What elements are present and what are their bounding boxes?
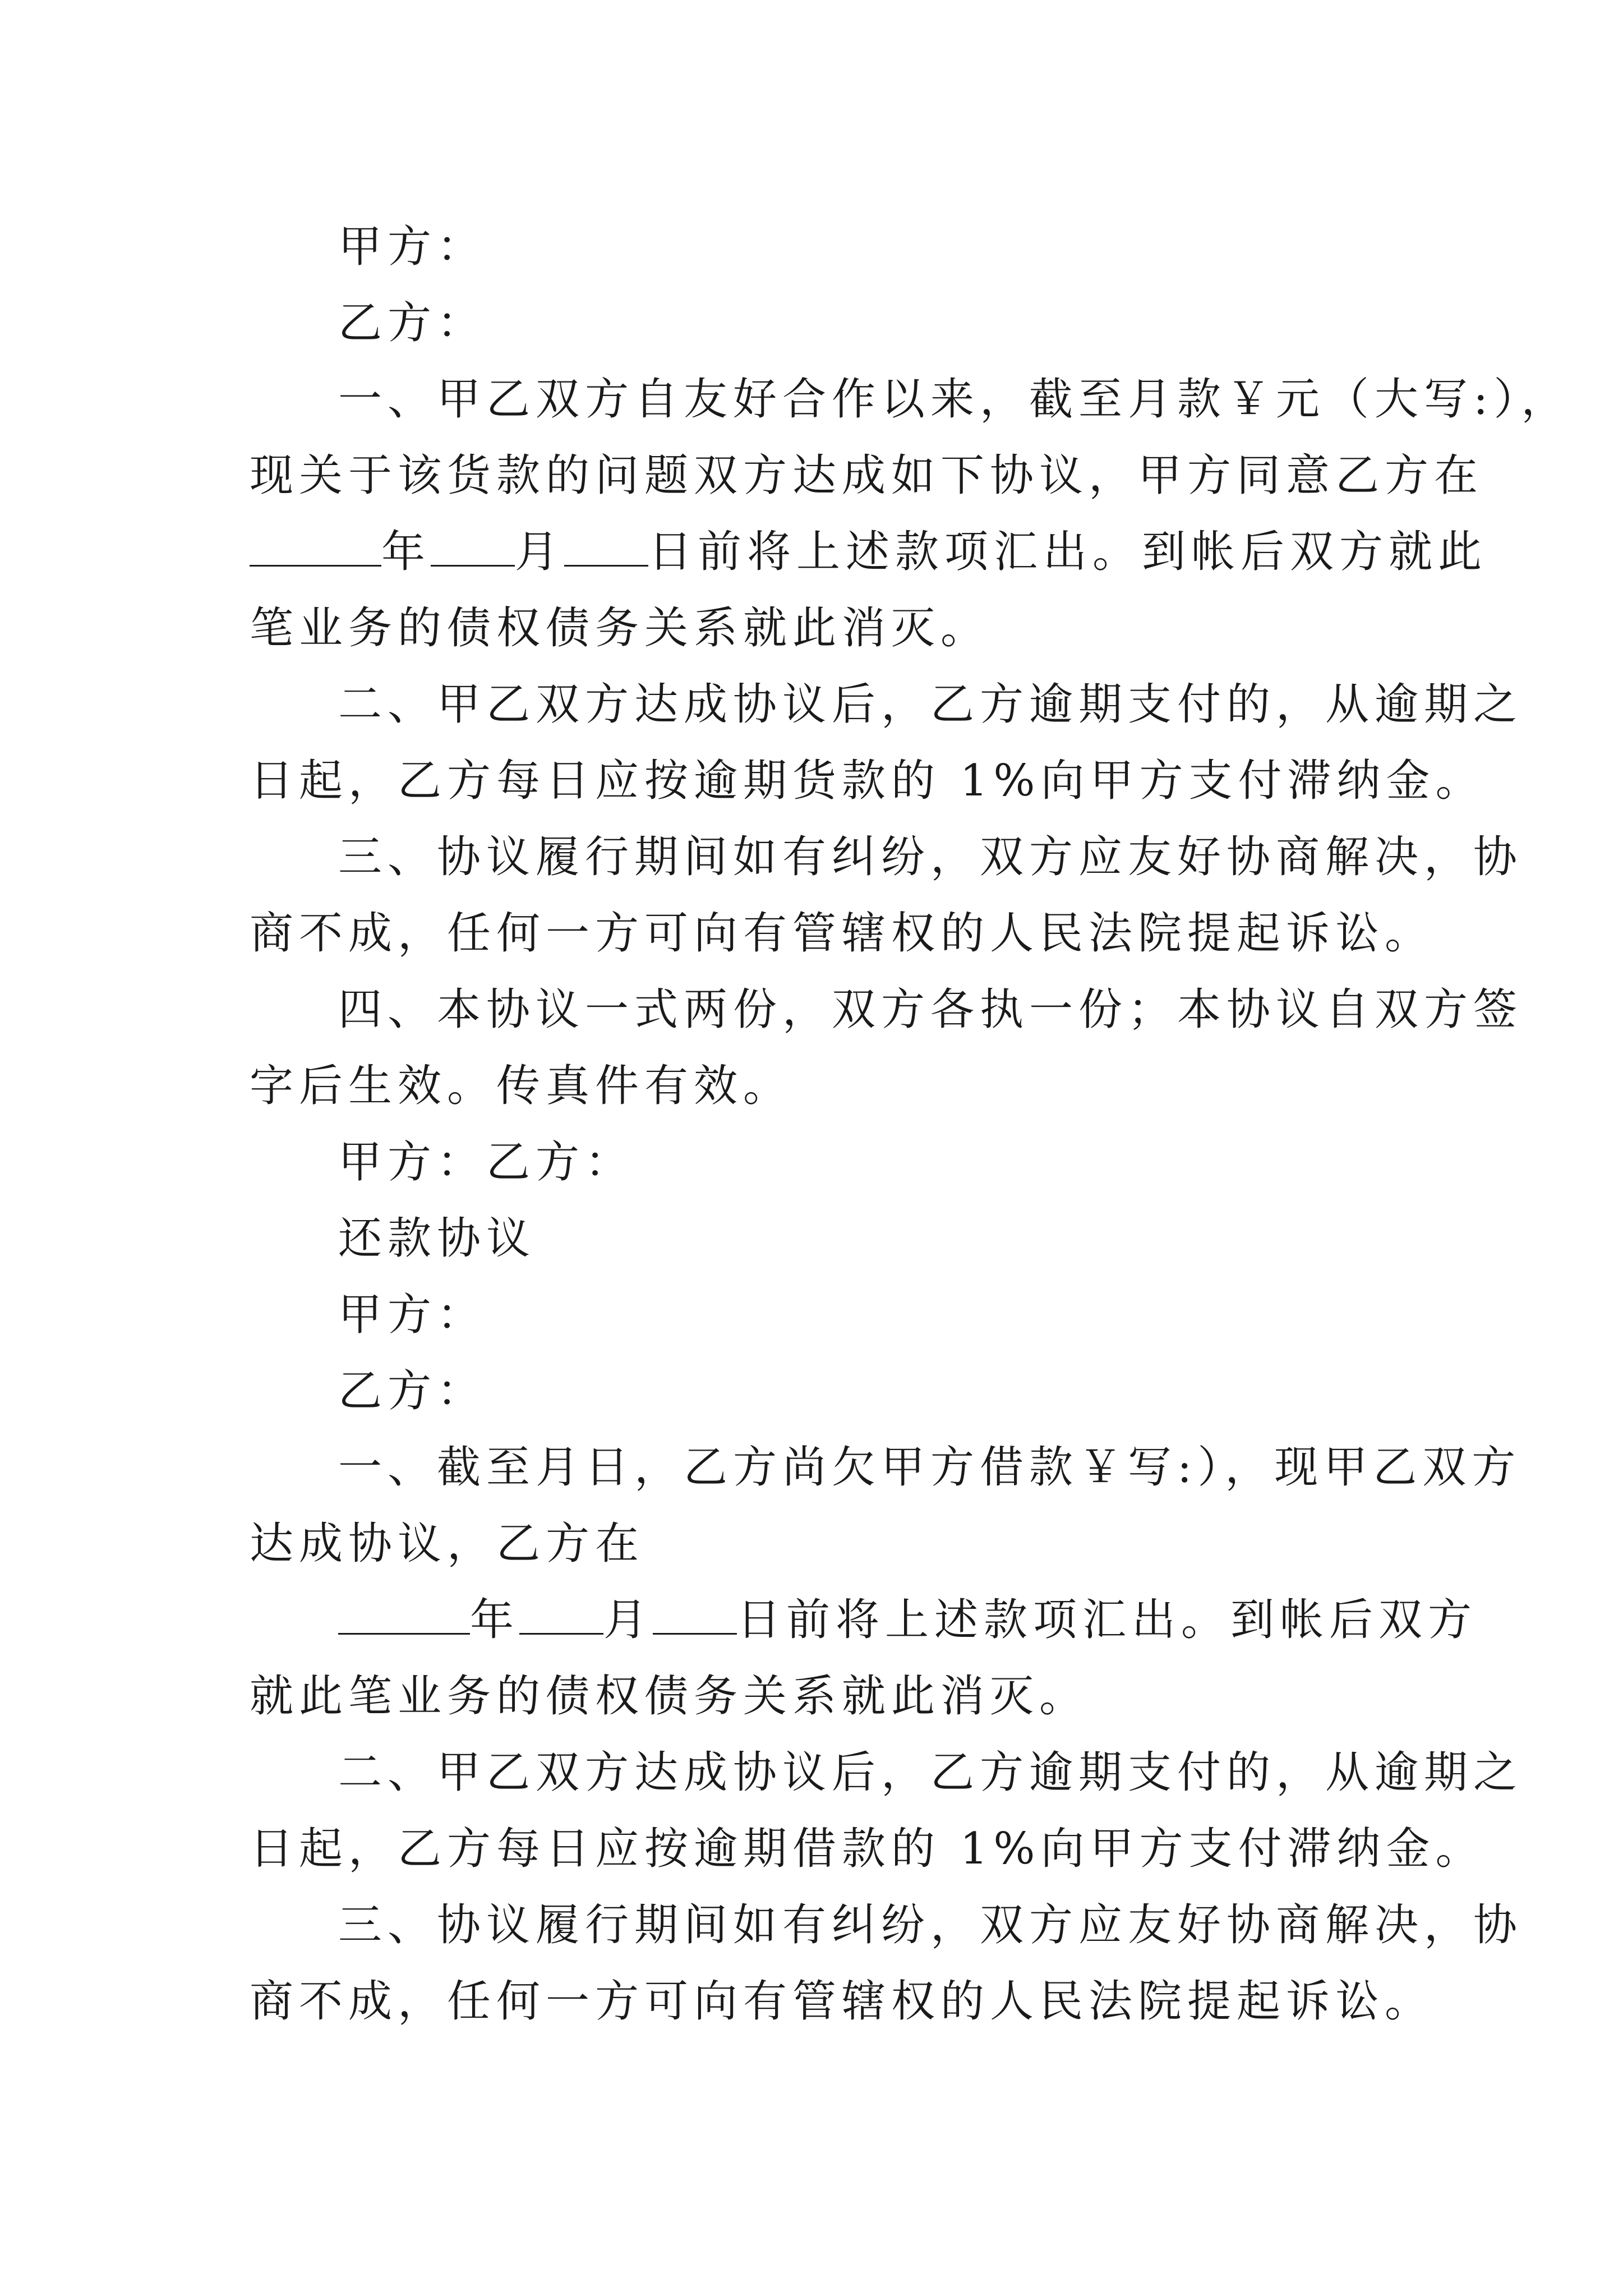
party-b-label-2: 乙方： bbox=[338, 1366, 487, 1416]
party-a-label-2: 甲方： bbox=[338, 1290, 487, 1340]
year-label: 年 bbox=[381, 527, 431, 577]
signature-line: 甲方：乙方： bbox=[338, 1137, 635, 1188]
clause-3-line-2: 商不成，任何一方可向有管辖权的人民法院提起诉讼。 bbox=[250, 908, 1435, 959]
clause-1-line-3 bbox=[250, 514, 1488, 590]
year-blank-2 bbox=[338, 1593, 470, 1635]
clause-1-line-2-b: 达成协议，乙方在 bbox=[250, 1519, 645, 1569]
clause-2-line-1: 二、甲乙双方达成协议后，乙方逾期支付的，从逾期之 bbox=[338, 679, 1523, 730]
clause-2-line-2-b: 日起，乙方每日应按逾期借款的 1%向甲方支付滞纳金。 bbox=[250, 1824, 1485, 1874]
clause-3-line-1: 三、协议履行期间如有纠纷，双方应友好协商解决，协 bbox=[338, 832, 1523, 882]
month-blank bbox=[431, 524, 515, 567]
year-label-2: 年 bbox=[470, 1595, 520, 1645]
agreement-title: 还款协议 bbox=[338, 1213, 536, 1264]
day-blank-2 bbox=[653, 1593, 737, 1635]
clause-3-line-2-b: 商不成，任何一方可向有管辖权的人民法院提起诉讼。 bbox=[250, 1976, 1435, 2027]
year-blank bbox=[250, 524, 381, 567]
clause-4-line-2: 字后生效。传真件有效。 bbox=[250, 1061, 793, 1111]
month-blank-2 bbox=[519, 1593, 603, 1635]
party-a-label: 甲方： bbox=[338, 222, 487, 272]
clause-1-line-1-b: 一、截至月日，乙方尚欠甲方借款￥写:），现甲乙双方 bbox=[338, 1442, 1521, 1493]
party-b-label: 乙方： bbox=[338, 298, 487, 348]
day-label-rest: 日前将上述款项汇出。到帐后双方就此 bbox=[648, 527, 1488, 577]
clause-4-line-1: 四、本协议一式两份，双方各执一份；本协议自双方签 bbox=[338, 984, 1523, 1035]
day-label-rest-2: 日前将上述款项汇出。到帐后双方 bbox=[737, 1595, 1478, 1645]
clause-1-line-4: 笔业务的债权债务关系就此消灭。 bbox=[250, 603, 990, 654]
document-body bbox=[250, 209, 1571, 2040]
day-blank bbox=[564, 524, 648, 567]
clause-1-line-2: 现关于该货款的问题双方达成如下协议，甲方同意乙方在 bbox=[250, 450, 1484, 501]
clause-2-line-2: 日起，乙方每日应按逾期货款的 1%向甲方支付滞纳金。 bbox=[250, 756, 1485, 806]
clause-1-line-1: 一、甲乙双方自友好合作以来，截至月款￥元（大写:）， bbox=[338, 374, 1571, 425]
clause-2-line-1-b: 二、甲乙双方达成协议后，乙方逾期支付的，从逾期之 bbox=[338, 1747, 1523, 1798]
clause-1-line-3-b bbox=[250, 1582, 1478, 1658]
month-label-2: 月 bbox=[603, 1595, 653, 1645]
month-label: 月 bbox=[515, 527, 565, 577]
clause-1-line-4-b: 就此笔业务的债权债务关系就此消灭。 bbox=[250, 1671, 1089, 1722]
clause-3-line-1-b: 三、协议履行期间如有纠纷，双方应友好协商解决，协 bbox=[338, 1900, 1523, 1950]
